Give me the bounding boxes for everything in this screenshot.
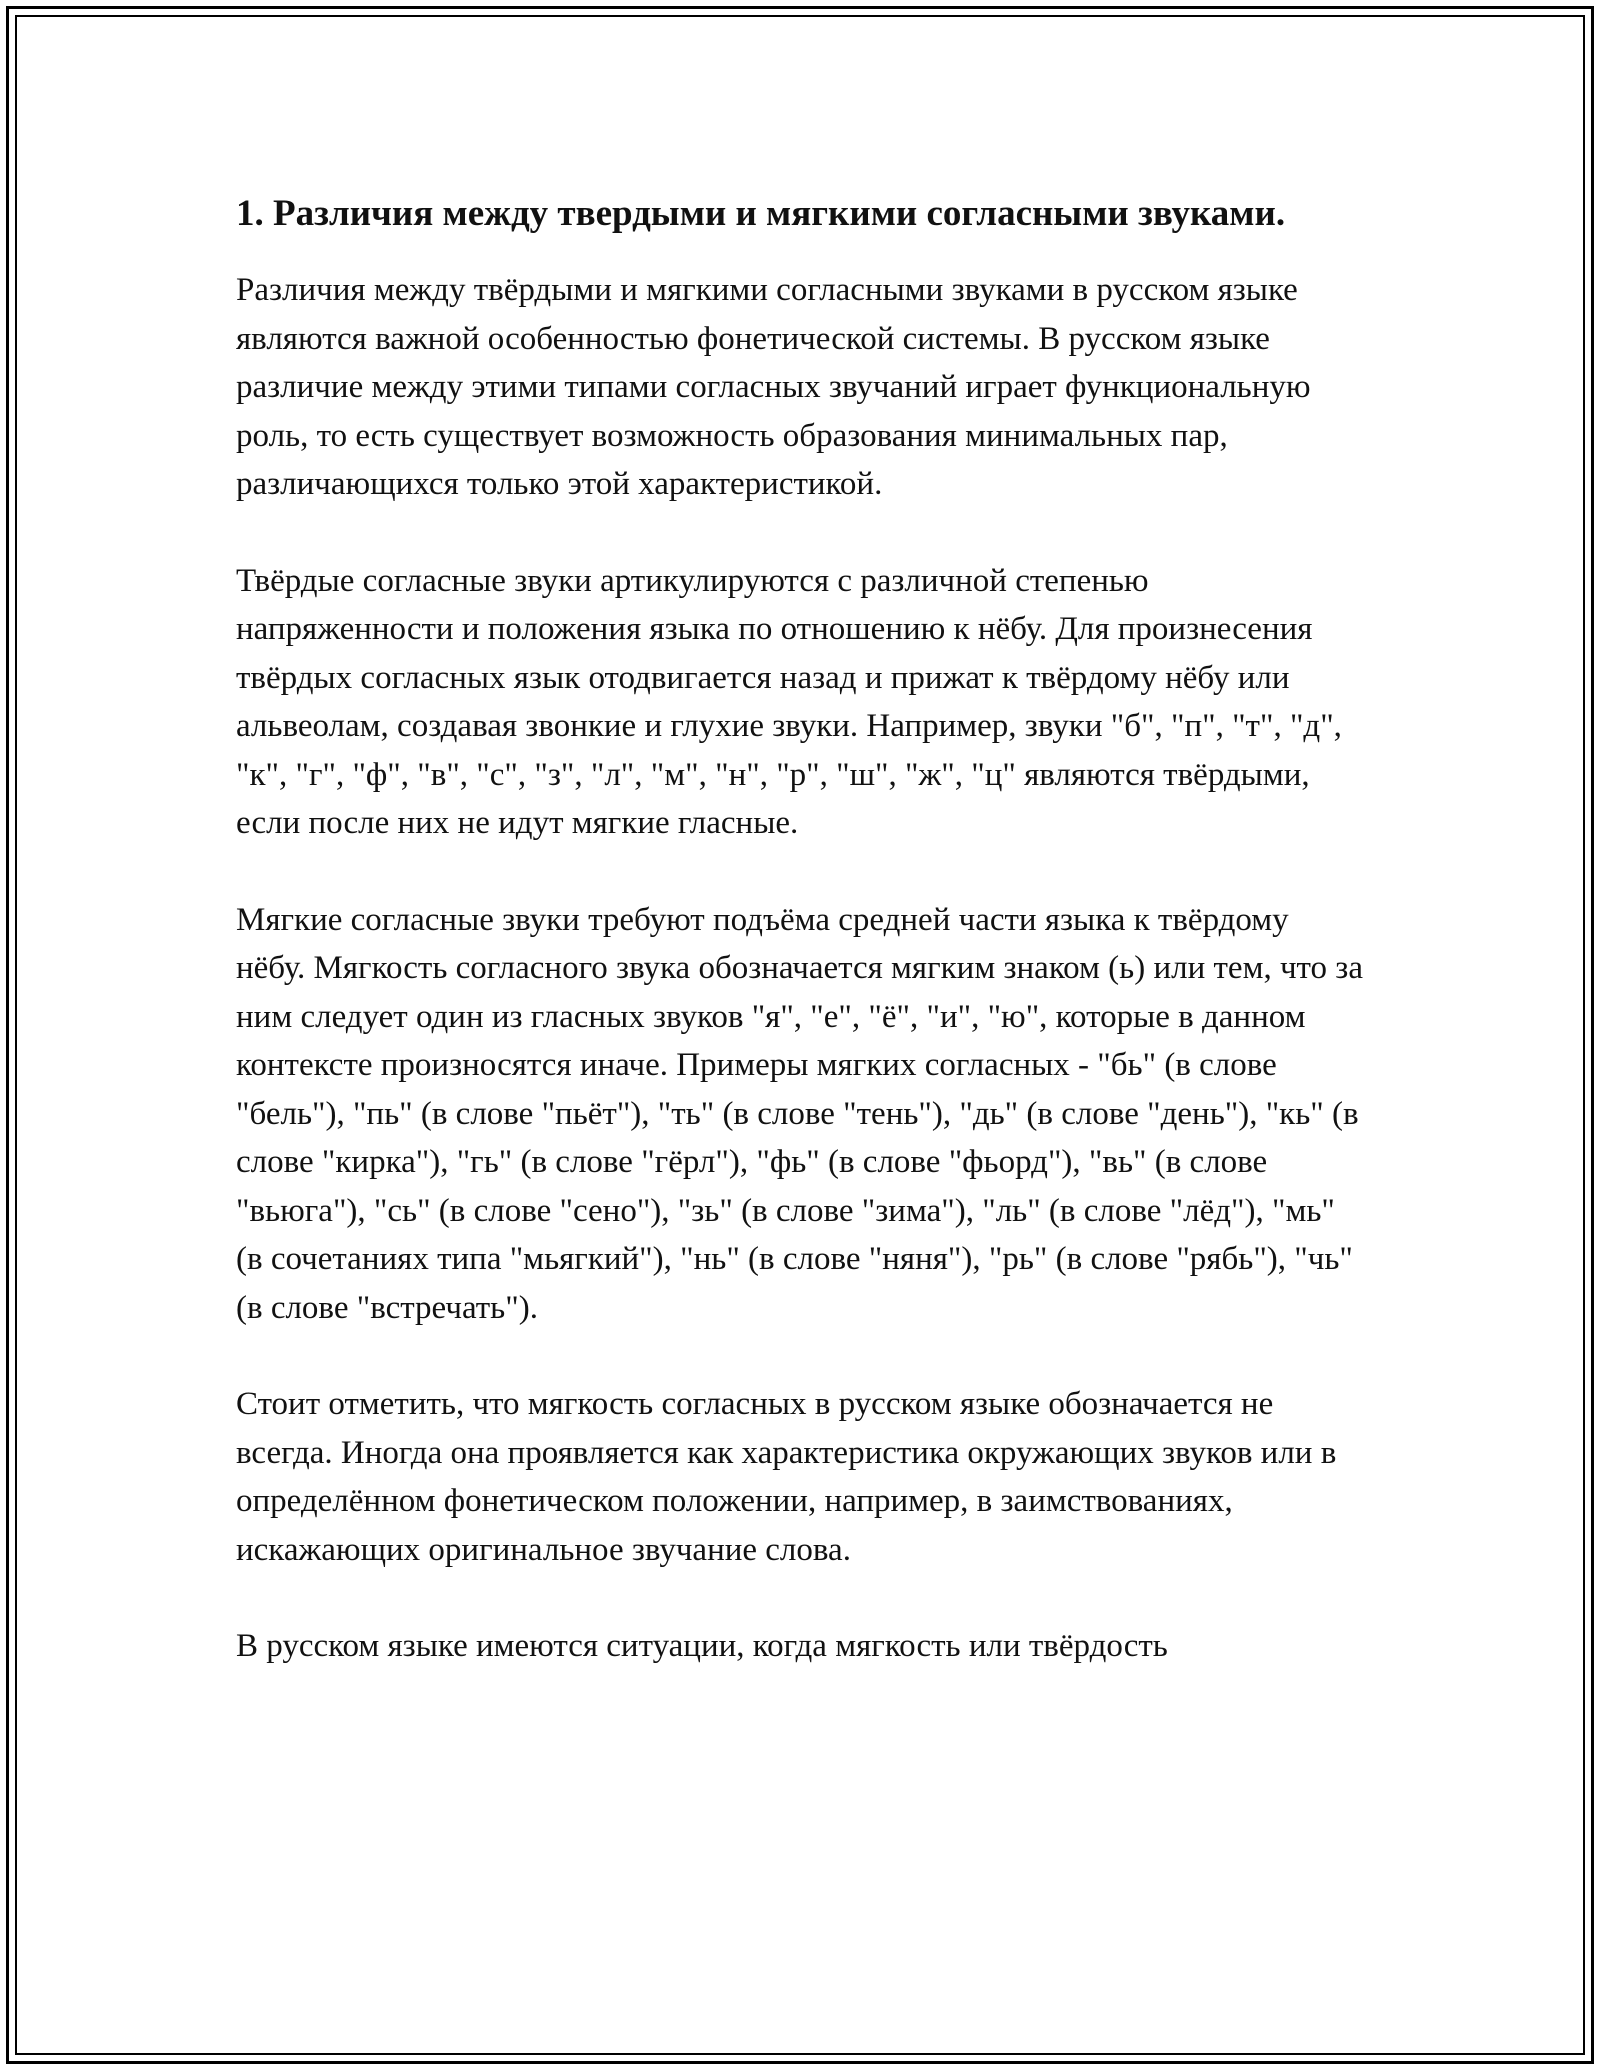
paragraph-intro: Различия между твёрдыми и мягкими согласными звуками в русском языке являются важной особенностью фонетической системы. В русском языке различие между этими типами согласных звучаний играет функциональную роль, то есть существует возможность образования минимальных пар, различающихся только этой характеристикой. <box>236 272 1311 502</box>
paragraph-soft-consonants: Мягкие согласные звуки требуют подъёма средней части языка к твёрдому нёбу. Мягкость согласного звука обозначается мягким знаком (ь) или тем, что за ним следует один из гласных звуков "я", "е", "ё", "и", "ю", которые в данном контексте произносятся иначе. Примеры мягких согласных - "бь" (в слове "бель"), "пь" (в слове "пьёт"), "ть" (в слове "тень"), "дь" (в слове "день"), "кь" (в слове "кирка"), "гь" (в слове "гёрл"), "фь" (в слове "фьорд"), "вь" (в слове "вьюга"), "сь" (в слове "сено"), "зь" (в слове "зима"), "ль" (в слове "лёд"), "мь" (в сочетаниях типа "мьягкий"), "нь" (в слове "няня"), "рь" (в слове "рябь"), "чь" (в слове "встречать"). <box>236 901 1363 1326</box>
paragraph-situations: В русском языке имеются ситуации, когда мягкость или твёрдость <box>236 1628 1168 1664</box>
paragraph-hard-consonants: Твёрдые согласные звуки артикулируются с различной степенью напряженности и положения языка по отношению к нёбу. Для произнесения твёрдых согласных язык отодвигается назад и прижат к твёрдому нёбу или альвеолам, создавая звонкие и глухие звуки. Например, звуки "б", "п", "т", "д", "к", "г", "ф", "в", "с", "з", "л", "м", "н", "р", "ш", "ж", "ц" являются твёрдыми, если после них не идут мягкие гласные. <box>236 562 1342 841</box>
paragraph-softness-note: Стоит отметить, что мягкость согласных в русском языке обозначается не всегда. Иногда она проявляется как характеристика окружающих звуков или в определённом фонетическом положении, например, в заимствованиях, искажающих оригинальное звучание слова. <box>236 1386 1337 1568</box>
section-heading: 1. Различия между твердыми и мягкими согласными звуками. <box>236 193 1286 234</box>
document-body <box>236 186 1366 1719</box>
